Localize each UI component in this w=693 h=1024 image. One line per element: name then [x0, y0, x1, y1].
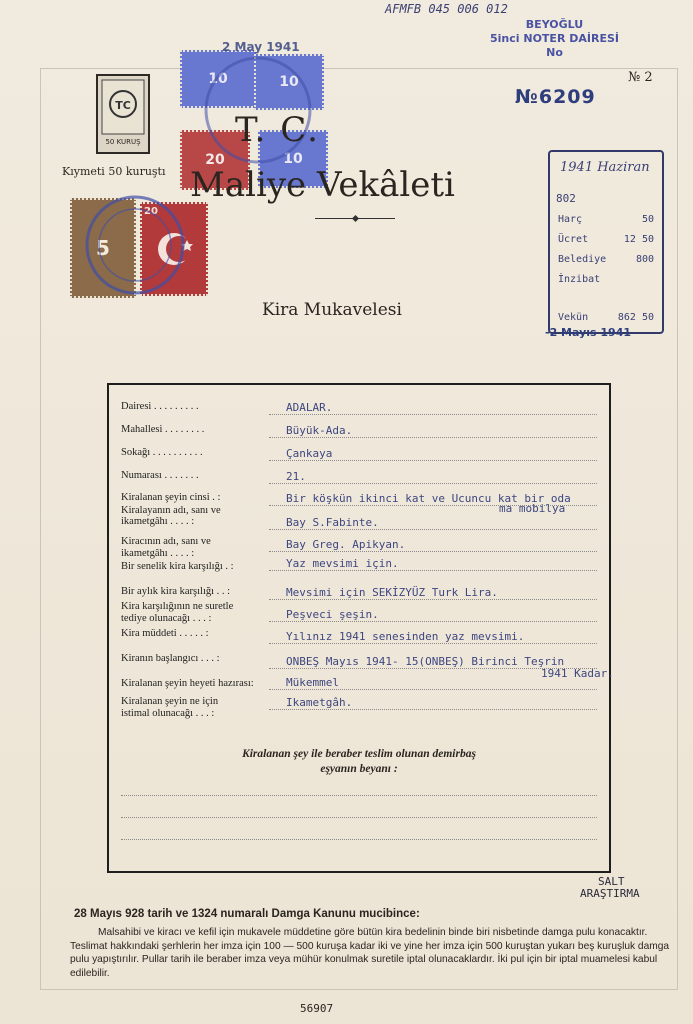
notary-stamp — [490, 18, 619, 60]
salt-archive-stamp — [580, 876, 640, 900]
field-value: Yaz mevsimi için. — [286, 557, 399, 570]
document-type-title: Kira Mukavelesi — [262, 300, 402, 320]
field-label: ikametgâhı . . . . : — [121, 516, 195, 527]
stamp-value: 10 — [279, 74, 299, 90]
postmark-date: 2 May 1941 — [222, 40, 300, 54]
ornament-divider — [315, 218, 395, 219]
field-value: Peşveci şeşin. — [286, 608, 379, 621]
value-note: Kıymeti 50 kuruştı — [62, 165, 166, 178]
fee-row-amount: 800 — [635, 254, 654, 265]
fee-stamp — [548, 150, 664, 334]
postmark-circle-icon — [80, 190, 190, 300]
fee-row-label: Vekün — [558, 312, 589, 323]
archive-code: AFMFB 045 006 012 — [385, 2, 508, 16]
fee-number: 802 — [556, 192, 576, 205]
svg-text:TC: TC — [115, 99, 131, 112]
field-label: Kiralanan şeyin ne için — [121, 696, 219, 707]
field-label: Kiralayanın adı, sanı ve — [121, 505, 221, 516]
fee-row-amount: 12 50 — [623, 234, 654, 245]
field-label: Kira karşılığının ne suretle — [121, 601, 234, 612]
field-value: Ikametgâh. — [286, 696, 353, 709]
notary-line-2: 5inci NOTER DAİRESİ — [490, 32, 619, 45]
field-value: ONBEŞ Mayıs 1941- 15(ONBEŞ) Birinci Teşrin — [286, 655, 565, 668]
blank-line — [121, 817, 597, 818]
fee-row — [558, 234, 654, 245]
fee-row-label: Harç — [558, 214, 583, 225]
stamp-value: 10 — [208, 71, 228, 87]
field-value: Büyük-Ada. — [286, 424, 353, 437]
fee-row-amount: 50 — [641, 214, 654, 225]
field-label: Mahallesi . . . . . . . . — [121, 424, 205, 435]
stamp-value: 20 — [205, 152, 225, 168]
field-label: Numarası . . . . . . . — [121, 470, 199, 481]
inventory-title-2: eşyanın beyanı : — [320, 763, 398, 775]
field-label: Dairesi . . . . . . . . . — [121, 401, 199, 412]
stamp-value: 20 — [144, 206, 158, 217]
tc-stamp-value: 50 KURUŞ — [105, 138, 141, 146]
law-text: Malsahibi ve kiracı ve kefil için mukavele müddetine göre bütün kira bedelinin binde biri nisbetinde damga pulu konacaktır. Teslimat hakkındaki şerhlerin her imza için 100 — 500 kuruşa kadar iki ve yine her imza için 500 kuruştan yukarı beş kuruşluk damga pulu yapıştırılır. Pullar tarih ile beraber imza veya mühür konulmak suretile iptal olunacaklardır. İki pul için bir iptal muamelesi kabul edilebilir. — [70, 927, 670, 979]
fee-row — [558, 254, 654, 265]
field-label: istimal olunacağı . . . : — [121, 708, 215, 719]
header-tc: T. C. — [235, 110, 320, 150]
fee-stamp-date: -2 Mayıs 1941 — [545, 326, 632, 339]
stamp-value: 5 — [96, 236, 110, 260]
inventory-heading — [109, 747, 609, 777]
field-label: Bir aylık kira karşılığı . . : — [121, 586, 231, 597]
salt-line-1: SALT — [598, 875, 625, 888]
serial-number: №6209 — [515, 86, 596, 108]
field-value: Bay S.Fabinte. — [286, 516, 379, 529]
notary-line-1: BEYOĞLU — [525, 18, 584, 31]
field-value: ma mobilya — [499, 502, 566, 515]
field-value: Bay Greg. Apikyan. — [286, 538, 406, 551]
field-label: Kiralanan şeyin heyeti hazırası: — [121, 678, 254, 689]
law-title: 28 Mayıs 928 tarih ve 1324 numaralı Damga Kanunu mucibince: — [74, 908, 420, 920]
fee-row-label: Belediye — [558, 254, 607, 265]
field-value: Yılınız 1941 senesinden yaz mevsimi. — [286, 630, 525, 643]
field-value: ADALAR. — [286, 401, 333, 414]
print-number: 56907 — [300, 1002, 334, 1015]
number-label: № 2 — [628, 70, 653, 85]
field-value: Mükemmel — [286, 676, 339, 689]
field-label: Kiranın başlangıcı . . . : — [121, 653, 220, 664]
fee-row — [558, 274, 654, 285]
ministry-title: Maliye Vekâleti — [190, 165, 455, 205]
blank-line — [121, 795, 597, 796]
tc-revenue-stamp — [96, 74, 150, 154]
fee-row-label: İnzibat — [558, 274, 601, 285]
fee-row — [558, 214, 654, 225]
fee-row-label: Ücret — [558, 234, 589, 245]
field-label: Kiracının adı, sanı ve — [121, 536, 211, 547]
fee-row-amount: 862 50 — [617, 312, 654, 323]
fee-row — [558, 312, 654, 323]
fee-date: 1941 Haziran — [560, 160, 650, 175]
stamp-value: 10 — [283, 151, 303, 167]
field-label: Bir senelik kira karşılığı . : — [121, 561, 234, 572]
blank-line — [121, 839, 597, 840]
notary-line-3: No — [546, 46, 563, 59]
field-value: 1941 Kadar. — [541, 667, 614, 680]
field-label: Kira müddeti . . . . . : — [121, 628, 209, 639]
field-value: Mevsimi için SEKİZYÜZ Turk Lira. — [286, 586, 498, 599]
salt-line-2: ARAŞTIRMA — [580, 887, 640, 900]
field-value: Bir köşkün ikinci kat ve Ucuncu kat bir oda — [286, 492, 571, 505]
field-label: tediye olunacağı . . . : — [121, 613, 212, 624]
field-label: ikametgâhı . . . . : — [121, 548, 195, 559]
field-label: Sokağı . . . . . . . . . . — [121, 447, 203, 458]
field-value: 21. — [286, 470, 306, 483]
field-label: Kiralanan şeyin cinsi . : — [121, 492, 221, 503]
inventory-title-1: Kiralanan şey ile beraber teslim olunan demirbaş — [242, 748, 476, 760]
field-value: Çankaya — [286, 447, 333, 460]
lease-form — [107, 383, 614, 873]
